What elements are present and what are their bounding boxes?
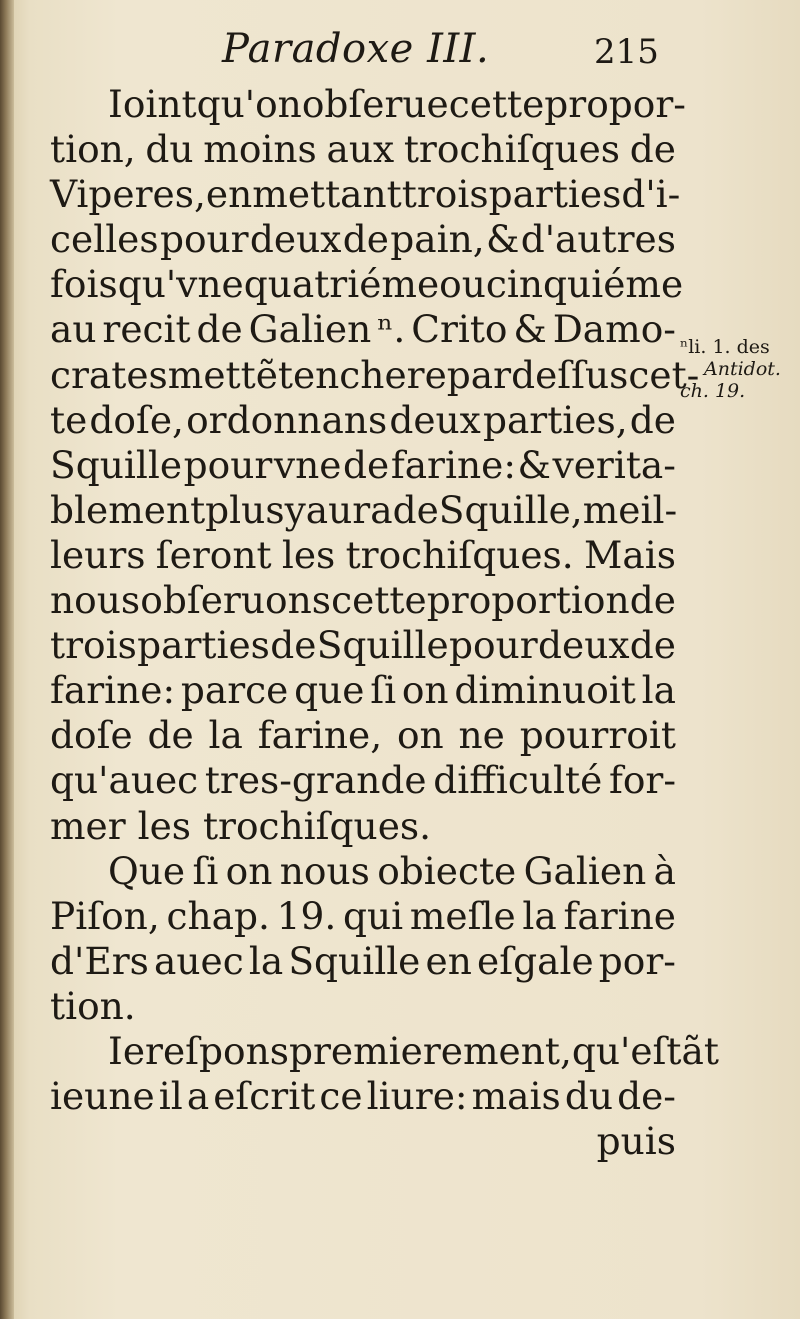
text-line [50, 488, 676, 533]
word: leurs [50, 532, 146, 577]
word: qu'vne [117, 262, 244, 307]
word: nous [50, 578, 141, 623]
word: on [225, 848, 273, 893]
marginal-note-line: Antidot. [704, 358, 781, 380]
word: de [147, 713, 194, 758]
word: & [486, 217, 520, 262]
word: tres-grande [204, 758, 427, 803]
word: mettant [252, 172, 402, 217]
text-line [50, 849, 676, 894]
text-line [50, 1074, 676, 1119]
word: ⁿ. [377, 307, 406, 352]
word: on [401, 668, 449, 713]
word: Crito [411, 307, 508, 352]
word: proportion [426, 578, 630, 623]
word: la [208, 713, 243, 758]
word: il [158, 1074, 183, 1119]
word: Ie [108, 1028, 146, 1073]
word: fois [50, 262, 118, 307]
word: la [248, 938, 284, 983]
word: auec [154, 938, 244, 983]
word: por- [598, 938, 676, 983]
page-binding-edge [0, 0, 14, 1319]
catchword: puis [596, 1119, 676, 1164]
word: farine: [50, 668, 176, 713]
word: Que [108, 848, 186, 893]
word: par [446, 352, 512, 397]
word: doſe, [89, 397, 184, 442]
text-line: mer les trochiſques. [50, 803, 432, 848]
word: qu'on [196, 82, 302, 126]
word: trochiſques [403, 127, 621, 172]
word: chap. [166, 893, 270, 938]
running-head [0, 22, 800, 82]
word: de [392, 487, 439, 532]
word: obſerue [301, 82, 449, 126]
text-line [50, 533, 676, 578]
text-line [50, 668, 676, 713]
word: pour [449, 623, 538, 668]
word: recit [102, 307, 191, 352]
word: ſi [192, 848, 219, 893]
word: & [517, 442, 551, 487]
word: parties [488, 172, 622, 217]
word: diminuoit [454, 668, 636, 713]
word: d'autres [520, 217, 676, 262]
word: Damo- [552, 307, 676, 352]
word: Galien [248, 307, 372, 352]
word: y [284, 487, 306, 532]
word: ne [458, 713, 505, 758]
word: que [294, 668, 365, 713]
running-head-title: Paradoxe III. [222, 26, 490, 72]
word: farine [563, 893, 676, 938]
word: & [513, 307, 547, 352]
word: de [270, 623, 317, 668]
text-line [50, 398, 676, 443]
word: blement [50, 487, 206, 532]
word: Viperes, [50, 172, 206, 217]
word: Squille [50, 442, 183, 487]
text-line [50, 894, 676, 939]
word: liure: [366, 1074, 468, 1119]
word: cette [448, 82, 545, 126]
word: d'Ers [50, 938, 149, 983]
text-line [50, 713, 676, 758]
text-line [50, 172, 681, 217]
word: pourroit [519, 713, 676, 758]
word: en [205, 172, 253, 217]
word: obiecte [377, 848, 517, 893]
word: vne [273, 442, 342, 487]
word: deſſus [511, 352, 629, 397]
text-line [50, 1028, 719, 1074]
word: meſle [409, 893, 516, 938]
word: parties, [482, 397, 628, 442]
word: ordonnans [186, 397, 388, 442]
word: de [629, 397, 676, 442]
text-line [50, 82, 686, 127]
word: deux [538, 623, 630, 668]
word: enchere [292, 352, 447, 397]
word: trois [401, 172, 489, 217]
word: les [281, 532, 336, 577]
word: te [50, 397, 88, 442]
word: la [522, 893, 557, 938]
word: qu'eſtãt [571, 1028, 719, 1073]
word: plus [205, 487, 285, 532]
word: aux [326, 127, 395, 172]
word: en [425, 938, 472, 983]
word: cinquiéme [485, 262, 684, 307]
word: Squille, [438, 487, 583, 532]
word: deux [249, 217, 342, 262]
word: du [145, 127, 194, 172]
word: mettẽt [167, 352, 293, 397]
text-line [50, 443, 676, 488]
word: de [342, 217, 389, 262]
word: deux [389, 397, 481, 442]
word: meil- [582, 487, 678, 532]
word: farine, [257, 713, 383, 758]
word: de [629, 127, 676, 172]
word: cette [331, 578, 427, 623]
word: tion, [50, 127, 136, 172]
word: eſcrit [213, 1074, 316, 1119]
word: Piſon, [50, 893, 160, 938]
text-line [50, 127, 676, 172]
text-line [50, 262, 684, 307]
word: doſe [50, 713, 133, 758]
word: Mais [584, 532, 676, 577]
word: farine: [390, 442, 516, 487]
word: a [186, 1074, 210, 1119]
word: aura [305, 487, 393, 532]
word: crates [50, 352, 168, 397]
word: nous [279, 848, 370, 893]
word: d'i- [621, 172, 681, 217]
word: du [564, 1074, 613, 1119]
word: on [396, 713, 444, 758]
word: pour [183, 442, 273, 487]
word: pain, [390, 217, 485, 262]
marginal-note-line: ⁿli. 1. des [680, 336, 770, 358]
text-line [50, 758, 676, 803]
text-line: tion. [50, 983, 136, 1028]
word: 19. [276, 893, 337, 938]
text-line [50, 578, 676, 623]
word: premierement, [289, 1028, 572, 1073]
word: ieune [50, 1074, 155, 1119]
word: Squille [316, 623, 449, 668]
word: eſgale [477, 938, 594, 983]
word: quatriéme [243, 262, 440, 307]
word: Galien [523, 848, 647, 893]
word: ce [319, 1074, 363, 1119]
text-line [50, 623, 676, 668]
word: ſi [370, 668, 397, 713]
word: ou [439, 262, 486, 307]
word: trochiſques. [345, 532, 574, 577]
word: au [50, 307, 97, 352]
word: parce [180, 668, 289, 713]
word: for- [608, 758, 676, 803]
word: moins [203, 127, 317, 172]
page-number: 215 [594, 32, 659, 72]
text-line [50, 352, 700, 398]
word: pour [159, 217, 249, 262]
marginal-note [680, 336, 800, 402]
word: difficulté [433, 758, 603, 803]
word: ſeront [155, 532, 272, 577]
word: qui [343, 893, 404, 938]
text-line [50, 307, 676, 352]
word: reſpons [145, 1028, 289, 1073]
word: obſeruons [140, 578, 331, 623]
word: la [641, 668, 676, 713]
text-line [50, 939, 676, 984]
word: de [196, 307, 243, 352]
marginal-note-line: ch. 19. [680, 380, 746, 402]
word: mais [471, 1074, 561, 1119]
word: propor- [544, 82, 686, 126]
word: Ioint [108, 82, 197, 126]
word: qu'auec [50, 758, 199, 803]
word: de [343, 442, 390, 487]
word: de- [617, 1074, 676, 1119]
text-line [50, 217, 676, 262]
word: de [629, 623, 676, 668]
word: parties [137, 623, 270, 668]
word: Squille [288, 938, 421, 983]
word: de [629, 578, 676, 623]
word: trois [50, 623, 137, 668]
word: à [653, 848, 676, 893]
word: verita- [552, 442, 676, 487]
word: celles [50, 217, 159, 262]
word: cet- [628, 352, 700, 397]
